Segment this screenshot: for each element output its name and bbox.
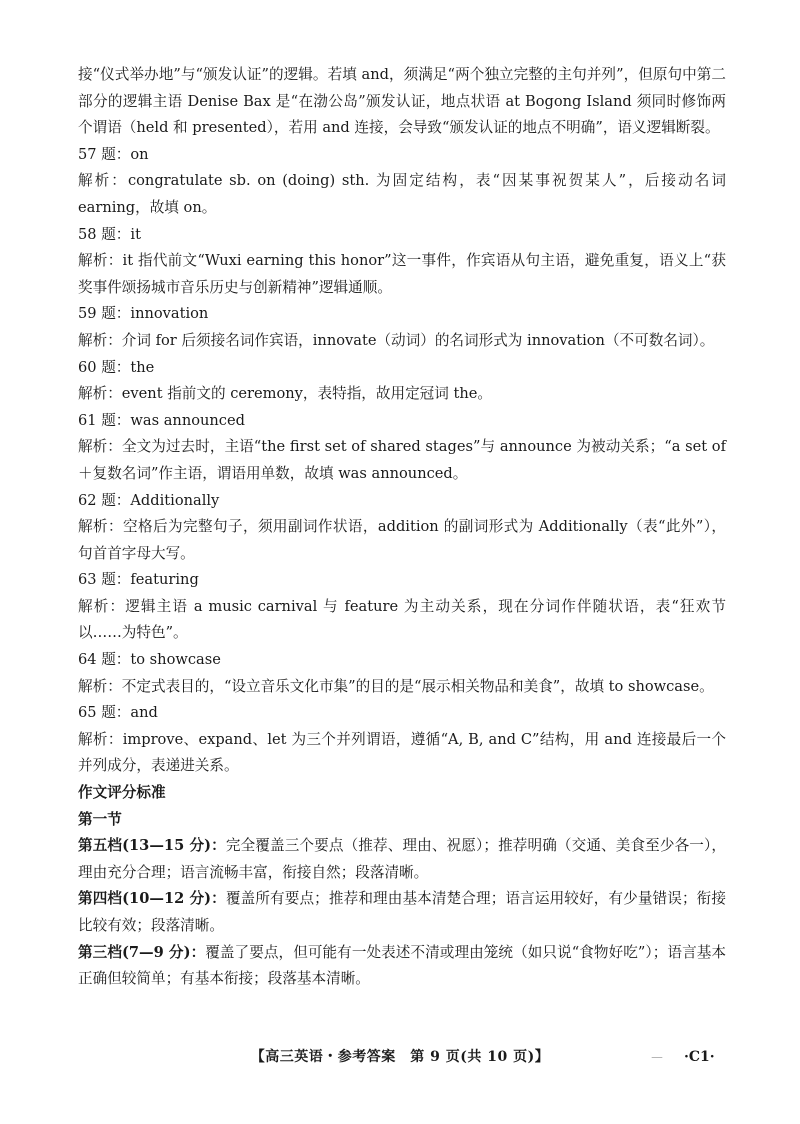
- grade-level-4: [78, 886, 726, 939]
- paragraph-continuation: 接“仪式举办地”与“颁发认证”的逻辑。若填 and，须满足“两个独立完整的主句并列”，但原句中第二部分的逻辑主语 Denise Bax 是“在渤公岛”颁发认证，地点状语 at Bogong Island 须同时修饰两个谓语（held 和 presented），若用 and 连接，会导致“颁发认证的地点不明确”，语义逻辑断裂。: [78, 66, 726, 137]
- analysis-65: 解析：improve、expand、let 为三个并列谓语，遵循“A, B, and C”结构，用 and 连接最后一个并列成分，表递进关系。: [78, 730, 726, 775]
- analysis-60: 解析：event 指前文的 ceremony，表特指，故用定冠词 the。: [78, 385, 492, 403]
- analysis-57: 解析：congratulate sb. on (doing) sth. 为固定结构，表“因某事祝贺某人”，后接动名词 earning，故填 on。: [78, 172, 726, 216]
- analysis-63: 解析：逻辑主语 a music carnival 与 feature 为主动关系，现在分词作伴随状语，表“狂欢节以……为特色”。: [78, 597, 726, 642]
- answer-63: 63 题：featuring: [78, 571, 199, 589]
- analysis-64: 解析：不定式表目的，“设立音乐文化市集”的目的是“展示相关物品和美食”，故填 to showcase。: [78, 677, 714, 695]
- grade-level-text: 完全覆盖三个要点（推荐、理由、祝愿）；推荐明确（交通、美食至少各一），理由充分合理；语言流畅丰富，衔接自然；段落清晰。: [78, 837, 727, 881]
- grade-level-text: 覆盖了要点，但可能有一处表述不清或理由笼统（如只说“食物好吃”）；语言基本正确但较简单；有基本衔接；段落基本清晰。: [78, 943, 727, 988]
- page-footer: [0, 1046, 800, 1068]
- answer-58: 58 题：it: [78, 225, 141, 243]
- section-heading: 第一节: [78, 810, 122, 828]
- grade-level-5: [78, 833, 726, 886]
- analysis-62: 解析：空格后为完整句子，须用副词作状语，addition 的副词形式为 Additionally（表“此外”），句首首字母大写。: [78, 518, 726, 562]
- analysis-61: 解析：全文为过去时，主语“the first set of shared stages”与 announce 为被动关系；“a set of＋复数名词”作主语，谓语用单数，故填 was announced。: [78, 438, 726, 482]
- answer-60: 60 题：the: [78, 358, 155, 376]
- grade-level-text: 覆盖所有要点；推荐和理由基本清楚合理；语言运用较好，有少量错误；衔接比较有效；段落清晰。: [78, 890, 726, 934]
- footer-title: 【高三英语・参考答案 第 9 页(共 10 页)】: [250, 1049, 550, 1065]
- grade-level-3: [78, 940, 726, 993]
- footer-dash: －: [650, 1051, 664, 1067]
- grade-level-label: 第五档(13—15 分)：: [78, 837, 226, 855]
- answer-65: 65 题：and: [78, 704, 158, 722]
- analysis-58: 解析：it 指代前文“Wuxi earning this honor”这一事件，作宾语从句主语，避免重复，语义上“获奖事件颂扬城市音乐历史与创新精神”逻辑通顺。: [78, 252, 726, 296]
- footer-code: ·C1·: [684, 1049, 715, 1065]
- answer-content: [78, 62, 726, 993]
- grade-level-label: 第三档(7—9 分)：: [78, 943, 206, 961]
- answer-57: 57 题：on: [78, 145, 149, 163]
- answer-59: 59 题：innovation: [78, 305, 209, 323]
- answer-61: 61 题：was announced: [78, 411, 245, 429]
- answer-62: 62 题：Additionally: [78, 491, 220, 509]
- analysis-59: 解析：介词 for 后须接名词作宾语，innovate（动词）的名词形式为 innovation（不可数名词）。: [78, 331, 715, 349]
- grade-level-label: 第四档(10—12 分)：: [78, 890, 226, 908]
- grading-heading: 作文评分标准: [78, 784, 166, 802]
- answer-64: 64 题：to showcase: [78, 651, 221, 669]
